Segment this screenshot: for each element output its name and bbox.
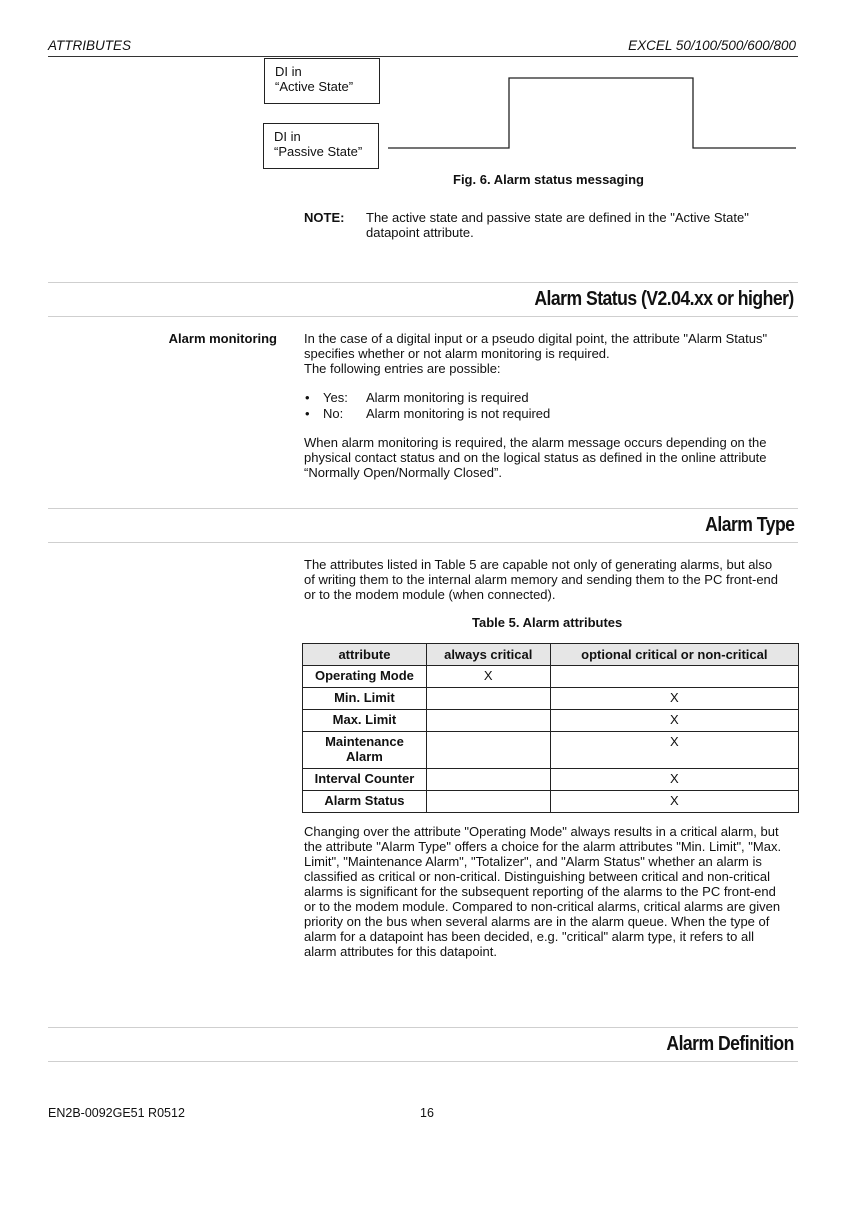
always-critical-cell [426,688,550,710]
outro-line: alarms is significant for the subsequent reporting of the alarms to the PC front-end [304,884,776,899]
always-critical-cell [426,791,550,813]
active-box-line-2: “Active State” [275,79,354,94]
always-critical-cell: X [426,666,550,688]
optional-cell: X [550,710,798,732]
passive-box-line-1: DI in [274,129,301,144]
outro-line: physical contact status and on the logical status as defined in the online attribute [304,450,767,465]
option-yes: Yes: [323,390,348,405]
note-line-2: datapoint attribute. [366,225,474,240]
section-rule-bottom [48,316,798,317]
outro-line: alarm attributes for this datapoint. [304,944,497,959]
intro-line: of writing them to the internal alarm memory and sending them to the PC front-end [304,572,779,587]
section-rule-bottom [48,1061,798,1062]
outro-line: or to the modem module. Compared to non-critical alarms, critical alarms are given [304,899,781,914]
column-header: attribute [303,644,427,666]
section-title-alarm-definition: Alarm Definition [666,1033,794,1055]
outro-line: the attribute "Alarm Type" offers a choice for the alarm attributes "Min. Limit", "Max. [304,839,782,854]
outro-line: priority on the bus when several alarms are in the alarm queue. When the type of [304,914,770,929]
running-header-right: EXCEL 50/100/500/600/800 [628,38,796,53]
always-critical-cell [426,732,550,769]
section-rule-top [48,508,798,509]
option-no: No: [323,406,344,421]
alarm-attributes-table [302,643,799,813]
section-rule-top [48,1027,798,1028]
intro-line: specifies whether or not alarm monitoring is required. [304,346,610,361]
active-state-box [264,58,380,104]
signal-trace [388,78,796,148]
always-critical-cell [426,710,550,732]
optional-cell [550,666,798,688]
note-text [366,210,796,240]
outro-line: Limit", "Maintenance Alarm", "Totalizer", and "Alarm Status" whether an alarm is [304,854,762,869]
always-critical-cell [426,769,550,791]
note-line-1: The active state and passive state are defined in the "Active State" [366,210,749,225]
table-header-row [303,644,799,666]
table-row [303,769,799,791]
alarm-type-outro [304,824,796,959]
attribute-cell: Min. Limit [303,688,427,710]
attribute-line: Alarm [346,749,383,764]
header-rule [48,56,798,57]
list-item: • No: Alarm monitoring is not required [305,406,551,421]
passive-box-line-2: “Passive State” [274,144,363,159]
list-item: • Yes: Alarm monitoring is required [305,390,529,405]
section-rule-top [48,282,798,283]
outro-line: alarm for a datapoint has been decided, e.g. "critical" alarm type, it refers to all [304,929,755,944]
alarm-status-outro [304,435,794,480]
table-row [303,732,799,769]
intro-line: The following entries are possible: [304,361,501,376]
intro-line: The attributes listed in Table 5 are capable not only of generating alarms, but also [304,557,773,572]
outro-line: “Normally Open/Normally Closed”. [304,465,502,480]
alarm-status-options [304,390,550,422]
table-row [303,666,799,688]
figure-caption: Fig. 6. Alarm status messaging [453,172,644,187]
outro-line: Changing over the attribute "Operating Mode" always results in a critical alarm, but [304,824,779,839]
attribute-cell: Operating Mode [303,666,427,688]
optional-cell: X [550,732,798,769]
attribute-cell [303,732,427,769]
section-title-alarm-status: Alarm Status (V2.04.xx or higher) [534,288,794,310]
intro-line: In the case of a digital input or a pseudo digital point, the attribute "Alarm Status" [304,331,768,346]
optional-cell: X [550,688,798,710]
option-yes-text: Alarm monitoring is required [366,390,529,405]
column-header: always critical [426,644,550,666]
table-row [303,791,799,813]
section-title-alarm-type: Alarm Type [704,514,794,536]
optional-cell: X [550,791,798,813]
column-header: optional critical or non-critical [550,644,798,666]
running-header-left: ATTRIBUTES [48,38,132,53]
outro-line: classified as critical or non-critical. Distinguishing between critical and non-critical [304,869,771,884]
attribute-line: Maintenance [325,734,404,749]
outro-line: When alarm monitoring is required, the alarm message occurs depending on the [304,435,767,450]
attribute-cell: Interval Counter [303,769,427,791]
passive-state-box [263,123,379,169]
table-row [303,710,799,732]
signal-waveform [380,70,800,160]
side-label-alarm-monitoring: Alarm monitoring [168,331,277,346]
note-label: NOTE: [304,210,345,225]
alarm-type-intro [304,557,794,602]
attribute-cell: Alarm Status [303,791,427,813]
option-no-text: Alarm monitoring is not required [366,406,551,421]
intro-line: or to the modem module (when connected). [304,587,556,602]
attribute-cell: Max. Limit [303,710,427,732]
active-box-line-1: DI in [275,64,302,79]
table-row [303,688,799,710]
optional-cell: X [550,769,798,791]
section-rule-bottom [48,542,798,543]
alarm-status-intro [304,331,794,376]
table-caption: Table 5. Alarm attributes [472,615,623,630]
footer-doc-id: EN2B-0092GE51 R0512 [48,1106,185,1120]
footer-page-number: 16 [420,1106,434,1120]
